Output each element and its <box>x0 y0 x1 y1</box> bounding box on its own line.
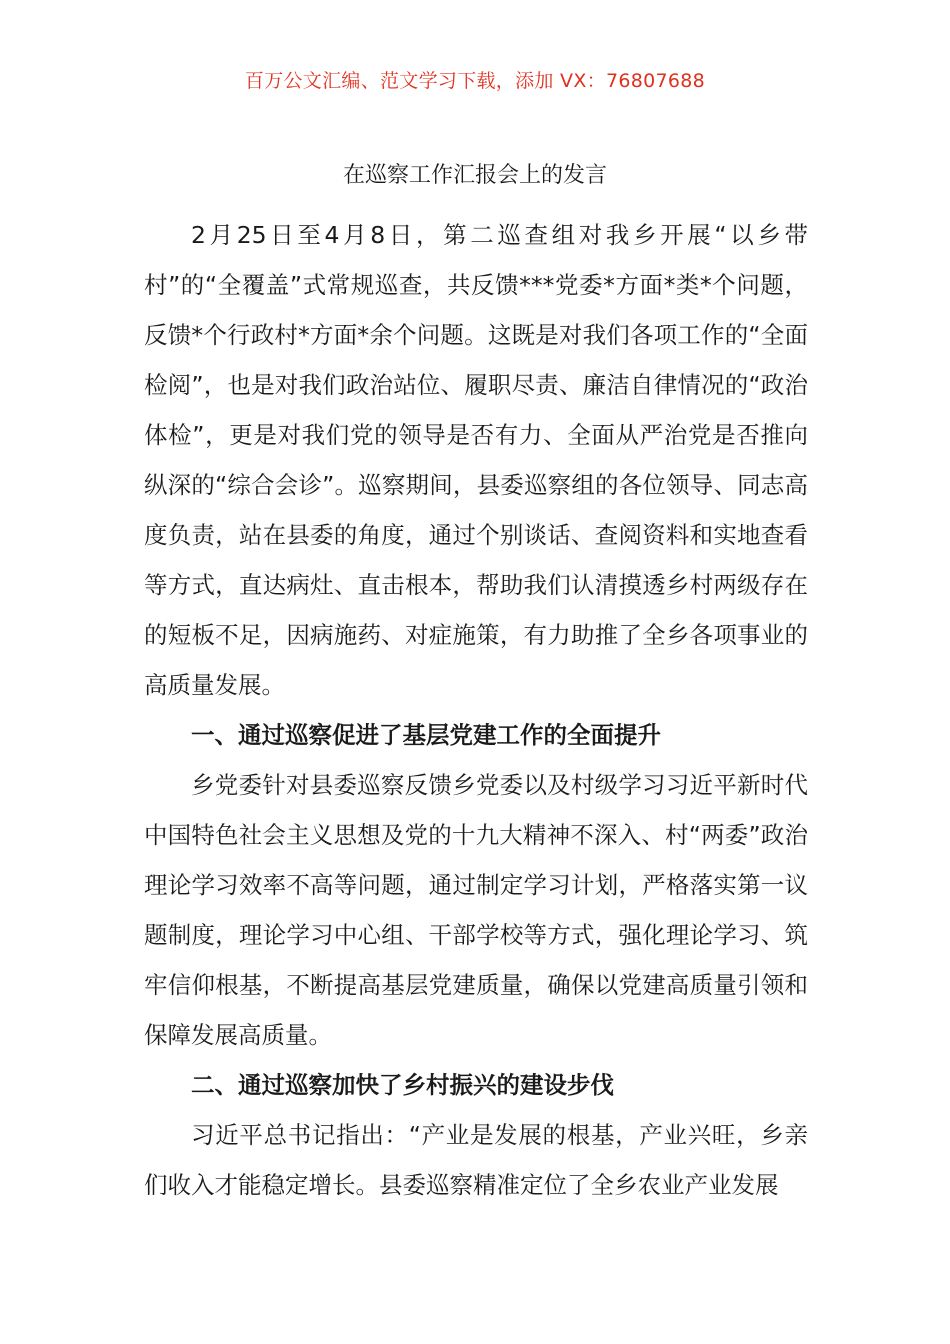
document-title: 在巡察工作汇报会上的发言 <box>342 163 607 188</box>
intro-paragraph: 2月25日至4月8日，第二巡查组对我乡开展“以乡带村”的“全覆盖”式常规巡查，共反馈***党委*方面*类*个问题，反馈*个行政村*方面*余个问题。这既是对我们各项工作的“全面检阅”，也是对我们政治站位、履职尽责、廉洁自律情况的“政治体检”，更是对我们党的领导是否有力、全面从严治党是否推向纵深的“综合会诊”。巡察期间，县委巡察组的各位领导、同志高度负责，站在县委的角度，通过个别谈话、查阅资料和实地查看等方式，直达病灶、直击根本，帮助我们认清摸透乡村两级存在的短板不足，因病施药、对症施策，有力助推了全乡各项事业的高质量发展。 <box>144 221 808 699</box>
promo-header: 百万公文汇编、范文学习下载，添加 VX：76807688 <box>244 70 706 92</box>
section-2-heading: 二、通过巡察加快了乡村振兴的建设步伐 <box>191 1071 614 1099</box>
section-2-paragraph: 习近平总书记指出：“产业是发展的根基，产业兴旺，乡亲们收入才能稳定增长。县委巡察精准定位了全乡农业产业发展 <box>144 1121 808 1199</box>
section-1-heading: 一、通过巡察促进了基层党建工作的全面提升 <box>191 721 661 749</box>
document-body <box>144 210 808 1210</box>
section-1-paragraph: 乡党委针对县委巡察反馈乡党委以及村级学习习近平新时代中国特色社会主义思想及党的十九大精神不深入、村“两委”政治理论学习效率不高等问题，通过制定学习计划，严格落实第一议题制度，理论学习中心组、干部学校等方式，强化理论学习、筑牢信仰根基，不断提高基层党建质量，确保以党建高质量引领和保障发展高质量。 <box>144 771 808 1049</box>
